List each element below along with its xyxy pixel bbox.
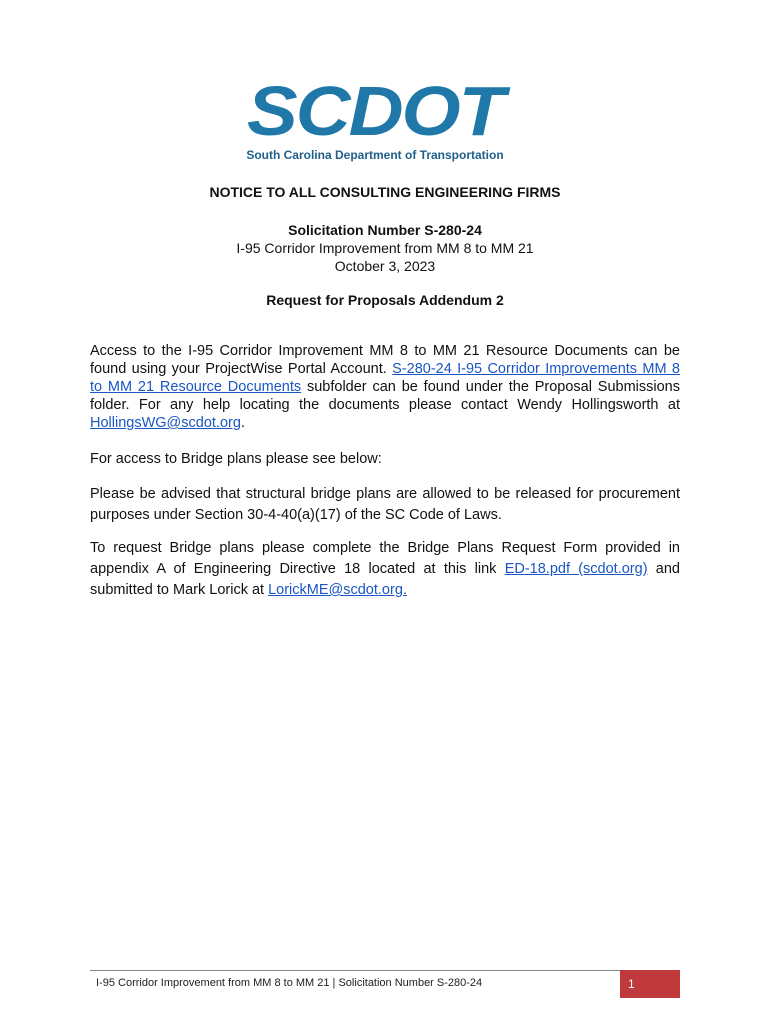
para1-text-a: Access to the I-95 Corridor Improvement MM 8 to MM 21 Resource Documents can be found using your ProjectWise Portal Account. — [90, 343, 680, 377]
resource-documents-paragraph — [90, 342, 680, 432]
para1-text-c: . — [240, 415, 245, 431]
project-name: I-95 Corridor Improvement from MM 8 to MM 21 — [236, 240, 534, 256]
bridge-access-paragraph: For access to Bridge plans please see below: — [90, 451, 382, 467]
bridge-release-paragraph: Please be advised that structural bridge plans are allowed to be released for procurement purposes under Section 30-4-40(a)(17) of the SC Code of Laws. — [90, 486, 680, 523]
page-number-badge: 1 — [620, 970, 680, 998]
scdot-logo — [246, 74, 504, 166]
lorick-email-link[interactable]: LorickME@scdot.org. — [268, 582, 407, 598]
hollingsworth-email-link[interactable]: HollingsWG@scdot.org — [90, 415, 241, 431]
footer-text: I-95 Corridor Improvement from MM 8 to MM 21 | Solicitation Number S-280-24 — [96, 977, 483, 989]
notice-title: NOTICE TO ALL CONSULTING ENGINEERING FIRMS — [209, 184, 561, 200]
logo-wordmark: SCDOT — [247, 72, 503, 151]
para4-text-b: and submitted to Mark Lorick at — [90, 561, 680, 598]
logo-subtitle: South Carolina Department of Transportation — [246, 148, 504, 162]
ed18-pdf-link[interactable]: ED-18.pdf (scdot.org) — [504, 561, 648, 577]
solicitation-number: Solicitation Number S-280-24 — [288, 222, 482, 238]
addendum-title: Request for Proposals Addendum 2 — [266, 292, 504, 308]
resource-folder-link[interactable]: S-280-24 I-95 Corridor Improvements MM 8 to MM 21 Resource Documents — [90, 361, 680, 395]
bridge-request-paragraph — [90, 538, 680, 601]
notice-date: October 3, 2023 — [334, 258, 436, 274]
para4-text-a: To request Bridge plans please complete the Bridge Plans Request Form provided in appendix A of Engineering Directive 18 located at this link — [90, 540, 680, 577]
footer-divider — [90, 970, 680, 971]
para1-text-b: subfolder can be found under the Proposal Submissions folder. For any help locating the documents please contact Wendy Hollingsworth at — [90, 379, 680, 413]
